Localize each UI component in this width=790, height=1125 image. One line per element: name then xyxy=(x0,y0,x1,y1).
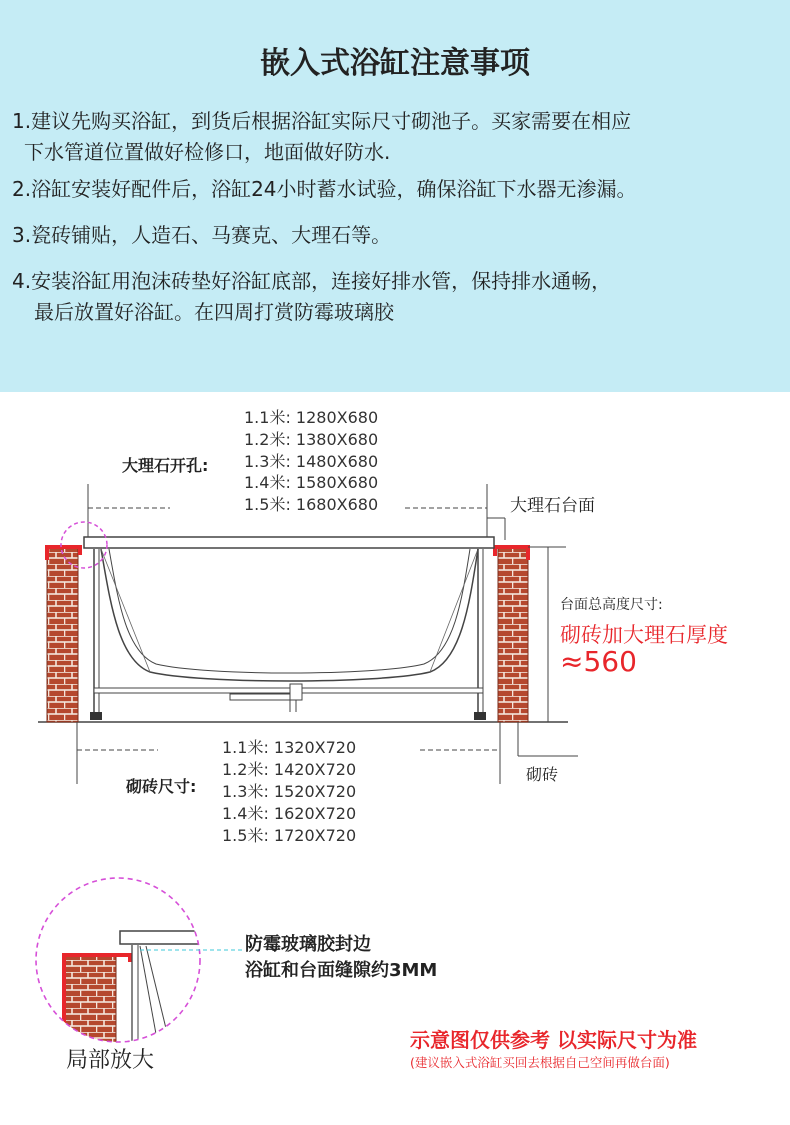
marble-hole-size-2: 1.2米: 1380X680 xyxy=(244,430,379,449)
height-desc: 砌砖加大理石厚度 xyxy=(560,623,728,647)
detail-note-gap: 浴缸和台面缝隙约3MM xyxy=(245,960,438,981)
brick-size-5: 1.5米: 1720X720 xyxy=(222,826,357,845)
zoom-circle xyxy=(36,878,200,1042)
marble-hole-size-4: 1.4米: 1580X680 xyxy=(244,473,379,492)
marble-hole-size-5: 1.5米: 1680X680 xyxy=(244,495,379,514)
disclaimer-sub: (建议嵌入式浴缸买回去根据自己空间再做台面) xyxy=(410,1055,670,1070)
detail-caption: 局部放大 xyxy=(66,1048,155,1073)
frame-bar xyxy=(94,688,483,693)
marble-hole-label: 大理石开孔: xyxy=(122,456,209,475)
right-brick-wall xyxy=(498,548,528,722)
height-value: ≈560 xyxy=(560,645,637,678)
brick-size-1: 1.1米: 1320X720 xyxy=(222,738,357,757)
note-3-line1: 3.瓷砖铺贴，人造石、马赛克、大理石等。 xyxy=(12,223,392,247)
tub-rim xyxy=(84,537,494,548)
note-4-line2: 最后放置好浴缸。在四周打赏防霉玻璃胶 xyxy=(34,300,394,324)
brick-size-3: 1.3米: 1520X720 xyxy=(222,782,357,801)
marble-hole-size-1: 1.1米: 1280X680 xyxy=(244,408,379,427)
note-2-line1: 2.浴缸安装好配件后，浴缸24小时蓄水试验，确保浴缸下水器无渗漏。 xyxy=(12,177,637,201)
note-1-line2: 下水管道位置做好检修口，地面做好防水. xyxy=(24,140,391,164)
brick-size-2: 1.2米: 1420X720 xyxy=(222,760,357,779)
right-foot xyxy=(474,712,486,720)
zoom-detail xyxy=(64,931,210,1045)
brick-size-4: 1.4米: 1620X720 xyxy=(222,804,357,823)
brick-size-label: 砌砖尺寸: xyxy=(126,777,197,796)
brick-label: 砌砖 xyxy=(526,765,559,784)
height-label: 台面总高度尺寸: xyxy=(560,597,663,613)
marble-hole-size-3: 1.3米: 1480X680 xyxy=(244,452,379,471)
note-4-line1: 4.安装浴缸用泡沫砖垫好浴缸底部，连接好排水管，保持排水通畅， xyxy=(12,269,612,293)
note-1-line1: 1.建议先购买浴缸，到货后根据浴缸实际尺寸砌池子。买家需要在相应 xyxy=(12,109,632,133)
marble-top-label: 大理石台面 xyxy=(510,496,595,516)
tub-body xyxy=(101,549,478,681)
page-title: 嵌入式浴缸注意事项 xyxy=(260,46,530,81)
detail-note-sealant: 防霉玻璃胶封边 xyxy=(245,934,371,955)
drain-pipe xyxy=(230,694,290,700)
left-foot xyxy=(90,712,102,720)
left-brick-wall xyxy=(47,548,78,722)
disclaimer: 示意图仅供参考 以实际尺寸为准 xyxy=(410,1028,697,1052)
